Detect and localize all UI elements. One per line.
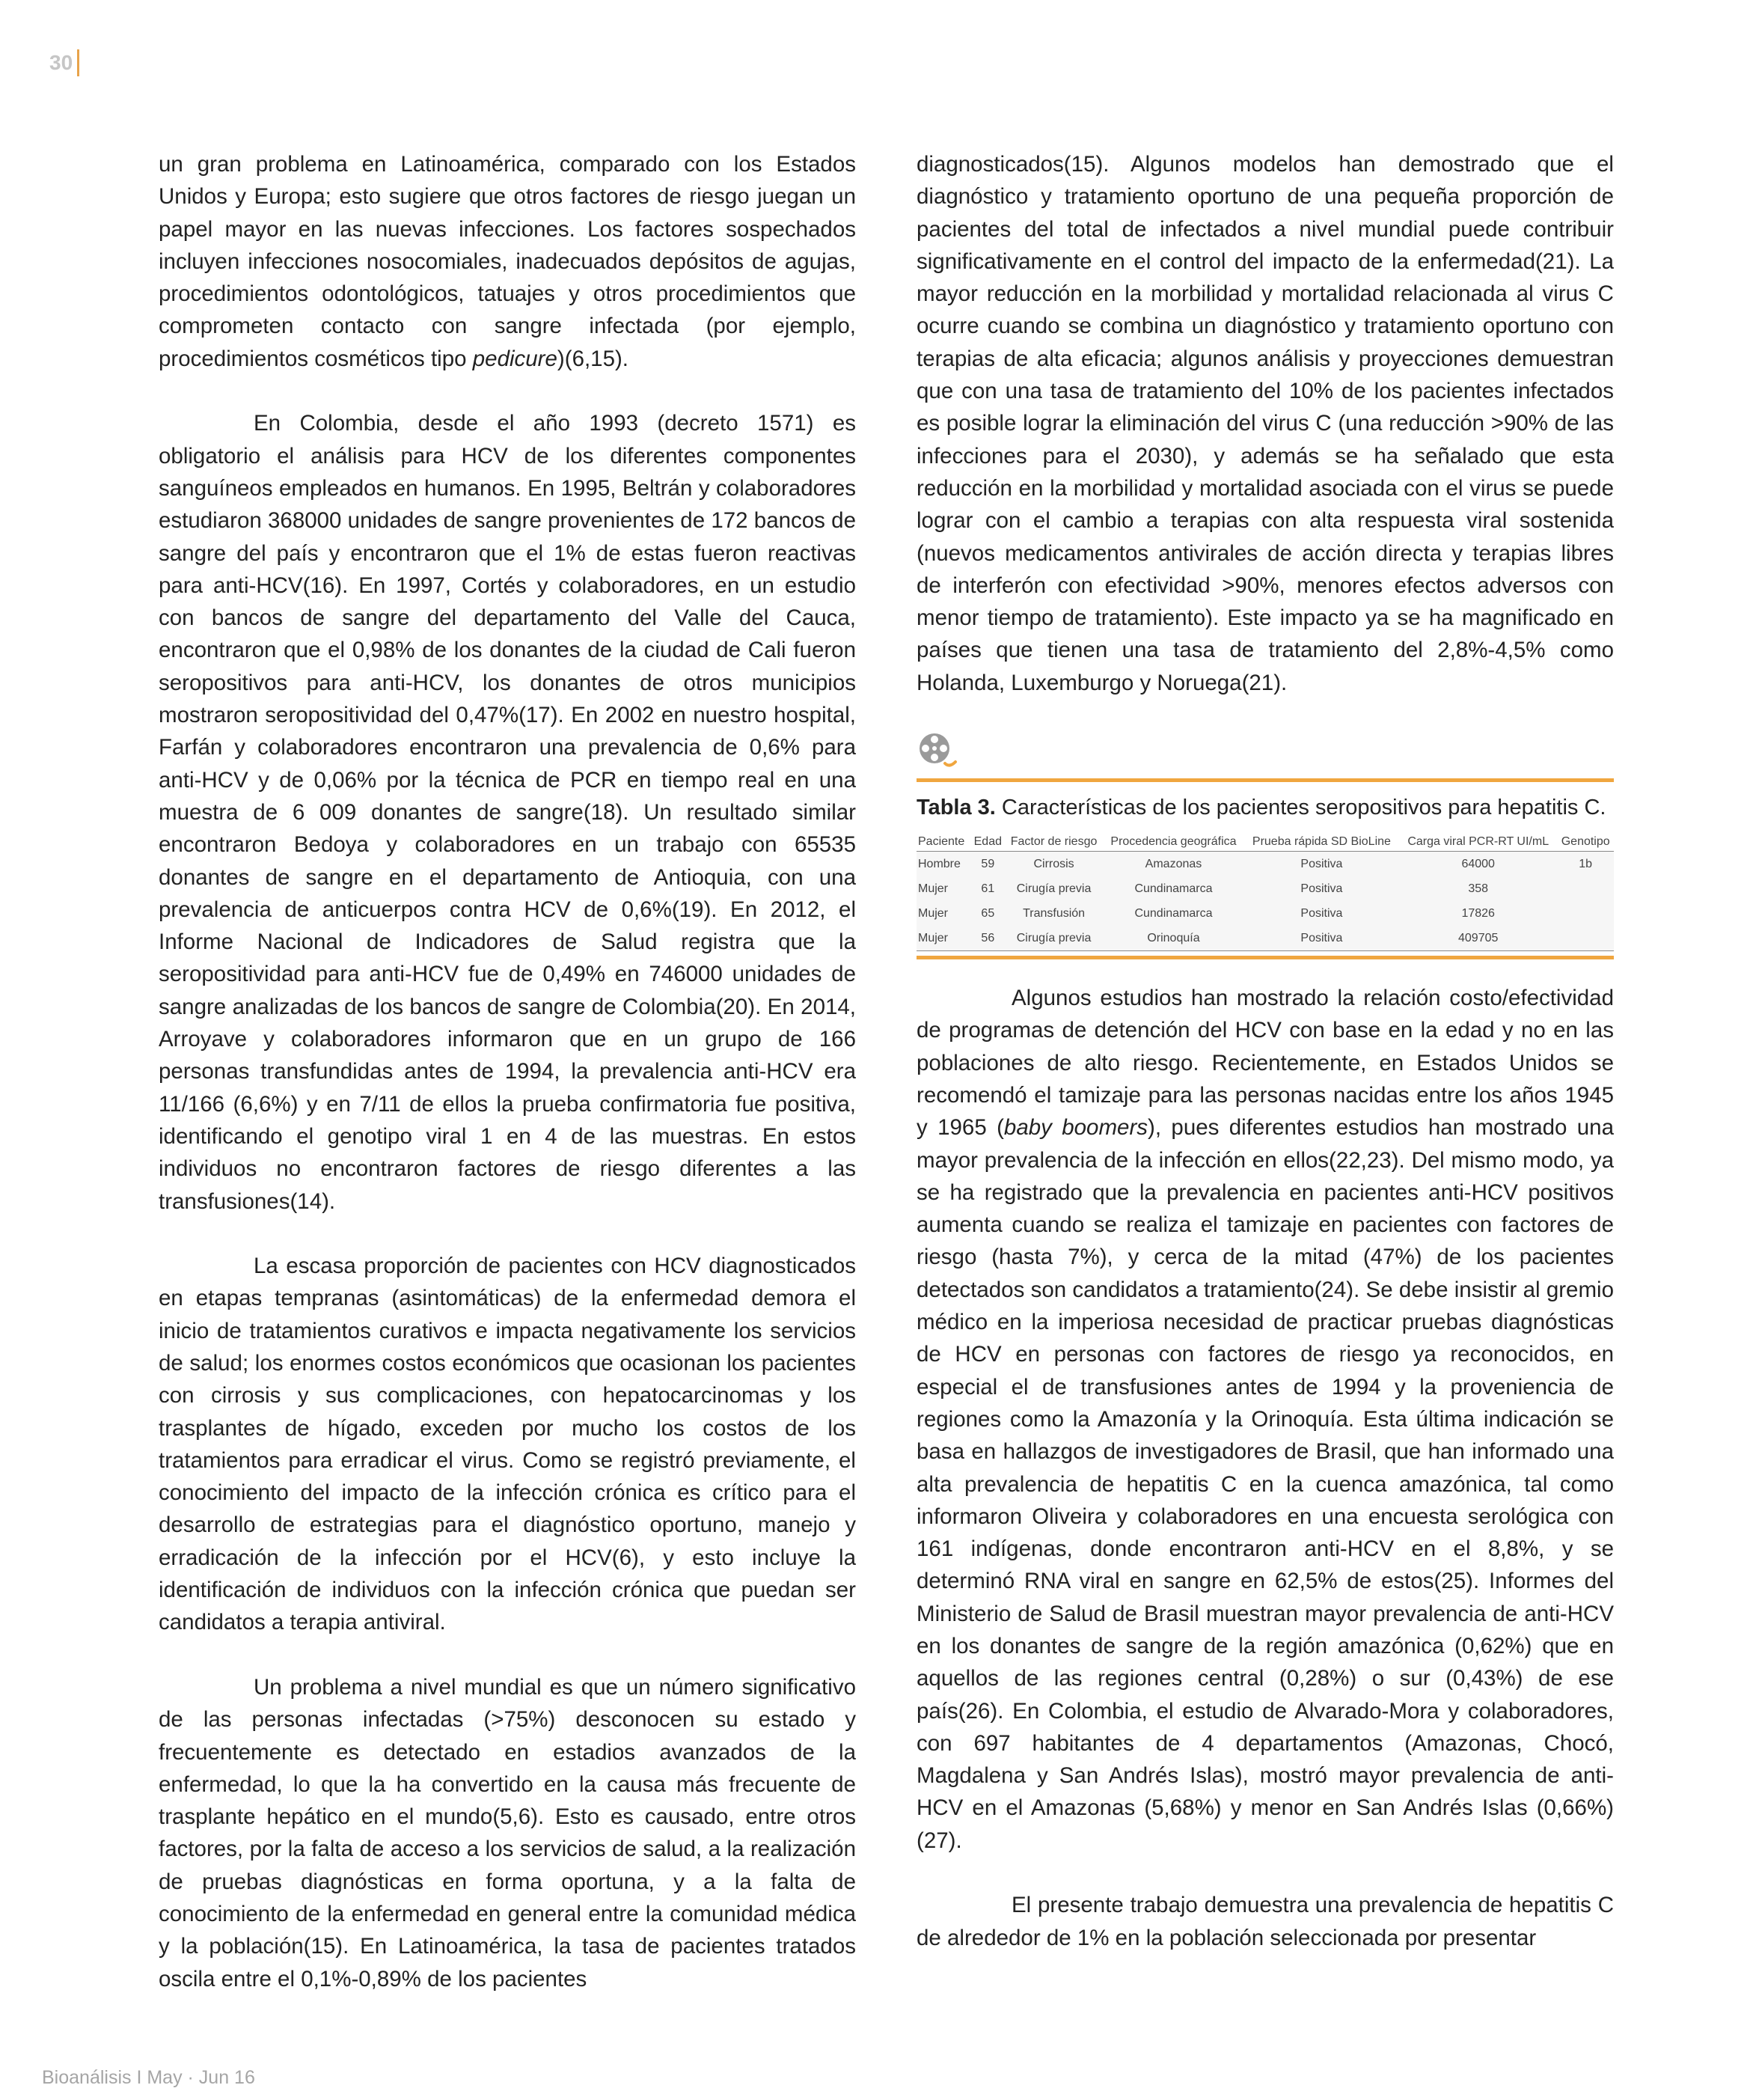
table-bottom-rule <box>917 956 1614 959</box>
table-cell: Positiva <box>1300 858 1343 871</box>
table-cell: Mujer <box>918 907 949 921</box>
column-header: Edad <box>971 833 1005 852</box>
table-cell: Transfusión <box>1023 907 1086 921</box>
table-cell: Hombre <box>918 858 961 871</box>
page-footer: Bioanálisis I May · Jun 16 <box>42 2067 255 2088</box>
table-cell: Mujer <box>918 882 949 896</box>
table-row <box>917 926 1614 951</box>
table-cell: Amazonas <box>1145 858 1202 871</box>
column-header: Genotipo <box>1557 833 1614 852</box>
table-cell <box>1557 876 1614 901</box>
table-cell: Cirrosis <box>1033 858 1074 871</box>
table-cell: Mujer <box>917 926 971 951</box>
table-cell: 409705 <box>1399 926 1557 951</box>
film-reel-icon <box>917 730 958 772</box>
table-caption: Tabla 3. Características de los pacientes seropositivos para hepatitis C. <box>917 796 1606 820</box>
italic-term: baby boomers <box>1003 1115 1148 1141</box>
table-cell: Cundinamarca <box>1134 882 1213 896</box>
table-cell <box>1557 901 1614 926</box>
paragraph: diagnosticados(15). Algunos modelos han demostrado que el diagnóstico y tratamiento oportuno de una pequeña proporción de pacientes del total de infectados a nivel mundial puede contribuir significativamente en el control del impacto de la enfermedad(21). La mayor reducción en la morbilidad y mortalidad relacionada al virus C ocurre cuando se combina un diagnóstico y tratamiento oportuno con terapias de alta eficacia; algunos análisis y proyecciones demuestran que con una tasa de tratamiento del 10% de los pacientes infectados es posible lograr la eliminación del virus C (una reducción >90% de las infecciones para el 2030), y además se ha señalado que esta reducción en la morbilidad y mortalidad asociada con el virus se puede lograr con el cambio a terapias con alta respuesta viral sostenida (nuevos medicamentos antivirales de acción directa y terapias libres de interferón con efectividad >90%, menores efectos adversos con menor tiempo de tratamiento). Este impacto ya se ha magnificado en países que tienen una tasa de tratamiento del 2,8%-4,5% como Holanda, Luxemburgo y Noruega(21). <box>917 152 1614 695</box>
column-header: Procedencia geográfica <box>1103 833 1244 852</box>
italic-term: pedicure <box>472 346 557 371</box>
table-row <box>917 876 1614 901</box>
column-header: Paciente <box>917 833 971 852</box>
table-row <box>917 901 1614 926</box>
table-cell: 17826 <box>1461 907 1495 921</box>
table-row <box>917 852 1614 877</box>
patients-table <box>917 833 1614 951</box>
table-cell: 358 <box>1468 882 1489 896</box>
paragraph: Algunos estudios han mostrado la relación costo/efectividad de programas de detención del HCV con base en la edad y no en las poblaciones de alto riesgo. Recientemente, en Estados Unidos se recomendó el tamizaje para las personas nacidas entre los años 1945 y 1965 (baby boomers), pues diferentes estudios han mostrado una mayor prevalencia de la infección en ellos(22,23). Del mismo modo, ya se ha registrado que la prevalencia en pacientes anti-HCV positivos aumenta cuando se realiza el tamizaje en pacientes con factores de riesgo (hasta 7%), y cerca de la mitad (47%) de los pacientes detectados son candidatos a tratamiento(24). Se debe insistir al gremio médico en la imperiosa necesidad de practicar pruebas diagnósticas de HCV en personas con factores de riesgo ya reconocidos, en especial el de transfusiones antes de 1994 y la proveniencia de regiones como la Amazonía y la Orinoquía. Esta última indicación se basa en hallazgos de investigadores de Brasil, que han informado una alta prevalencia de hepatitis C en la cuenca amazónica, tal como informaron Oliveira y colaboradores en una encuesta serológica con 161 indígenas, donde encontraron anti-HCV en el 8,8%, y se determinó RNA viral en sangre en 62,5% de estos(25). Informes del Ministerio de Salud de Brasil muestran mayor prevalencia de anti-HCV en los donantes de sangre de la región amazónica (0,62%) que en aquellos de las regiones central (0,28%) o sur (0,43%) de ese país(26). En Colombia, el estudio de Alvarado-Mora y colaboradores, con 697 habitantes de 4 departamentos (Amazonas, Chocó, Magdalena y San Andrés Islas), mostró mayor prevalencia de anti-HCV en el Amazonas (5,68%) y menor en San Andrés Islas (0,66%)(27). <box>917 986 1614 1853</box>
right-column <box>917 148 1614 1954</box>
table-cell: 56 <box>971 926 1005 951</box>
table-cell: 64000 <box>1461 858 1495 871</box>
page-number: 30 <box>49 49 79 76</box>
table-cell: Orinoquía <box>1103 926 1244 951</box>
table-section <box>917 730 1614 959</box>
table-cell: Cirugía previa <box>1016 882 1092 896</box>
table-cell: Positiva <box>1300 907 1343 921</box>
table-cell: Cirugía previa <box>1005 926 1103 951</box>
table-cell: Positiva <box>1244 926 1399 951</box>
table-cell: 59 <box>981 858 995 871</box>
table-caption-label: Tabla 3. <box>917 796 996 820</box>
column-header: Prueba rápida SD BioLine <box>1244 833 1399 852</box>
table-header-row <box>917 833 1614 852</box>
table-cell: 1b <box>1579 858 1593 871</box>
table-cell <box>1557 926 1614 951</box>
table-cell: Positiva <box>1300 882 1343 896</box>
table-top-rule <box>917 778 1614 782</box>
right-column-continued <box>917 982 1614 1954</box>
paragraph: La escasa proporción de pacientes con HCV diagnosticados en etapas tempranas (asintomáticas) de la enfermedad demora el inicio de tratamientos curativos e impacta negativamente los servicios de salud; los enormes costos económicos que ocasionan los pacientes con cirrosis y sus complicaciones, con hepatocarcinomas y los trasplantes de hígado, exceden por mucho los costos de los tratamientos para erradicar el virus. Como se registró previamente, el conocimiento del impacto de la infección crónica es crítico para el desarrollo de estrategias para el diagnóstico oportuno, manejo y erradicación de la infección por el HCV(6), y esto incluye la identificación de individuos con la infección crónica que puedan ser candidatos a terapia antiviral. <box>159 1254 856 1635</box>
paragraph: un gran problema en Latinoamérica, comparado con los Estados Unidos y Europa; esto sugiere que otros factores de riesgo juegan un papel mayor en las nuevas infecciones. Los factores sospechados incluyen infecciones nosocomiales, inadecuados depósitos de agujas, procedimientos odontológicos, tatuajes y otros procedimientos que comprometen contacto con sangre infectada (por ejemplo, procedimientos cosméticos tipo pedicure)(6,15). <box>159 152 856 371</box>
paragraph: Un problema a nivel mundial es que un número significativo de las personas infectadas (>75%) desconocen su estado y frecuentemente es detectado en estadios avanzados de la enfermedad, lo que la ha convertido en la causa más frecuente de trasplante hepático en el mundo(5,6). Esto es causado, entre otros factores, por la falta de acceso a los servicios de salud, a la realización de pruebas diagnósticas en forma oportuna, y a la falta de conocimiento de la enfermedad en general entre la comunidad médica y la población(15). En Latinoamérica, la tasa de pacientes tratados oscila entre el 0,1%-0,89% de los pacientes <box>159 1674 856 1991</box>
paragraph: El presente trabajo demuestra una prevalencia de hepatitis C de alrededor de 1% en la población seleccionada por presentar <box>917 1893 1614 1950</box>
table-cell: 65 <box>981 907 995 921</box>
table-cell: 61 <box>981 882 995 896</box>
column-header: Factor de riesgo <box>1005 833 1103 852</box>
column-header: Carga viral PCR-RT UI/mL <box>1399 833 1557 852</box>
left-column <box>159 148 856 1995</box>
table-cell: Cundinamarca <box>1134 907 1213 921</box>
paragraph: En Colombia, desde el año 1993 (decreto 1571) es obligatorio el análisis para HCV de los diferentes componentes sanguíneos empleados en humanos. En 1995, Beltrán y colaboradores estudiaron 368000 unidades de sangre provenientes de 172 bancos de sangre del país y encontraron que el 1% de estas fueron reactivas para anti-HCV(16). En 1997, Cortés y colaboradores, en un estudio con bancos de sangre del departamento del Valle del Cauca, encontraron que el 0,98% de los donantes de la ciudad de Cali fueron seropositivos para anti-HCV, los donantes de otros municipios mostraron seropositividad del 0,47%(17). En 2002 en nuestro hospital, Farfán y colaboradores encontraron una prevalencia de 0,6% para anti-HCV y de 0,06% por la técnica de PCR en tiempo real en una muestra de 6 009 donantes de sangre(18). Un resultado similar encontraron Bedoya y colaboradores en un trabajo con 65535 donantes de sangre en el departamento de Antioquia, con una prevalencia de anticuerpos contra HCV de 0,6%(19). En 2012, el Informe Nacional de Indicadores de Salud registra que la seropositividad para anti-HCV fue de 0,49% en 746000 unidades de sangre analizadas de los bancos de sangre de Colombia(20). En 2014, Arroyave y colaboradores informaron que en un grupo de 166 personas transfundidas antes de 1994, la prevalencia anti-HCV era 11/166 (6,6%) y en 7/11 de ellos la prueba confirmatoria fue positiva, identificando el genotipo viral 1 en 4 de las muestras. En estos individuos no encontraron factores de riesgo diferentes a las transfusiones(14). <box>159 411 856 1214</box>
